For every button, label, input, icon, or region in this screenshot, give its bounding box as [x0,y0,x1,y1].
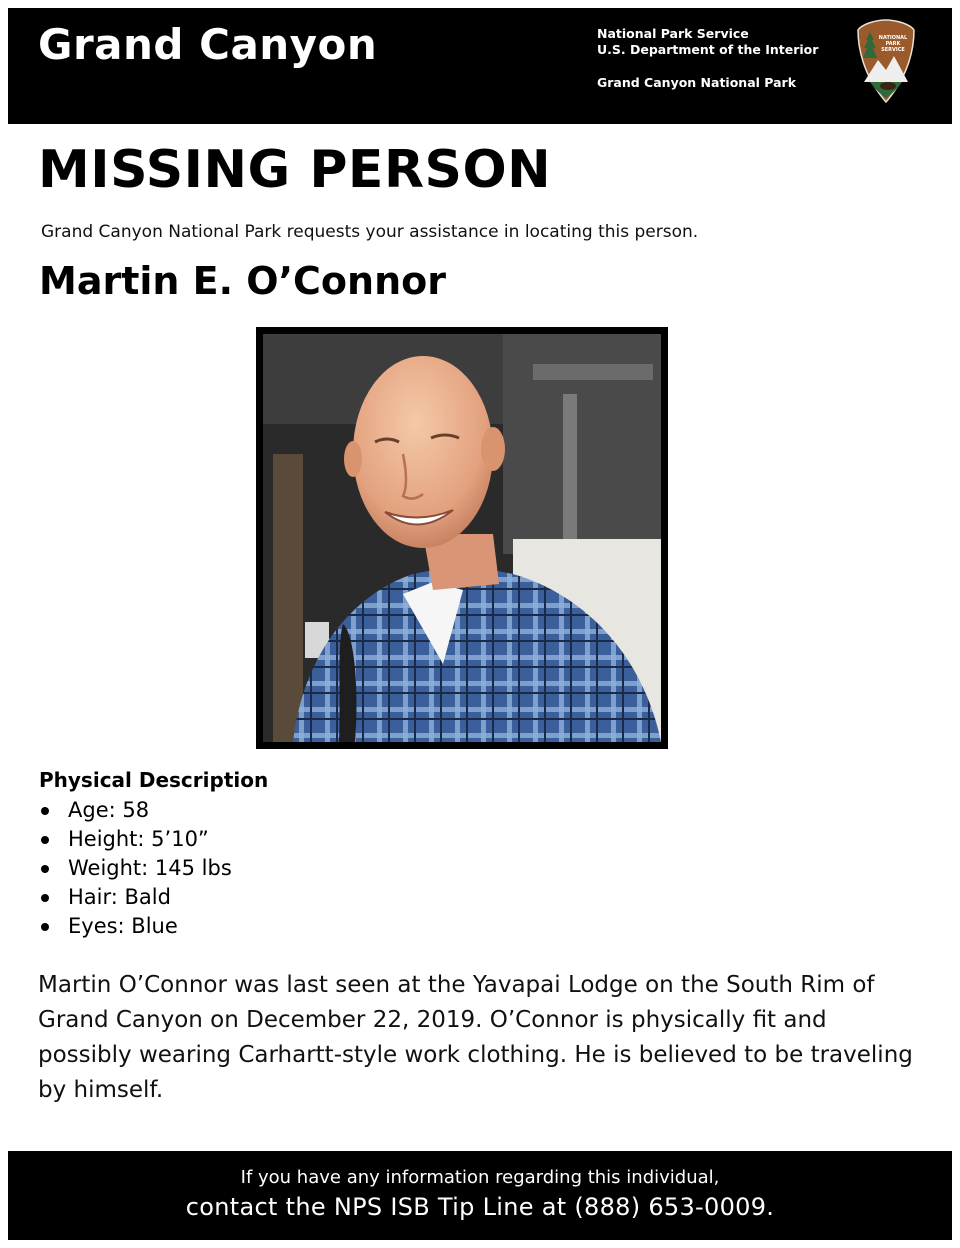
agency-block [597,26,818,91]
logo-text-line3: SERVICE [881,47,905,53]
park-unit-name: Grand Canyon National Park [597,75,797,90]
description-item-eyes: Eyes: Blue [39,912,232,941]
description-item-weight: Weight: 145 lbs [39,854,232,883]
description-item-height: Height: 5’10” [39,825,232,854]
person-photo [256,327,668,749]
logo-text-line2: PARK [885,41,901,47]
footer-prompt: If you have any information regarding this individual, [240,1167,720,1188]
nps-arrowhead-logo [852,16,920,106]
narrative-paragraph: Martin O’Connor was last seen at the Yavapai Lodge on the South Rim of Grand Canyon on December 22, 2019. O’Connor is physically fit and possibly wearing Carhartt-style work clothing. He is believed to be traveling by himself. [38,972,913,1103]
poster-title: MISSING PERSON [38,140,552,200]
department-name: U.S. Department of the Interior [597,42,819,57]
request-line: Grand Canyon National Park requests your assistance in locating this person. [41,222,699,242]
logo-text-line1: NATIONAL [878,35,908,41]
description-item-hair: Hair: Bald [39,883,232,912]
agency-name: National Park Service [597,26,749,41]
footer-band [8,1151,952,1240]
portrait-photo-illustration [263,334,661,742]
header-band [8,8,952,124]
physical-description-list [39,796,232,941]
description-item-age: Age: 58 [39,796,232,825]
tip-line-contact: contact the NPS ISB Tip Line at (888) 653-0009. [185,1193,775,1221]
park-title: Grand Canyon [38,20,378,69]
person-name: Martin E. O’Connor [39,259,446,303]
physical-description-heading: Physical Description [39,768,269,792]
